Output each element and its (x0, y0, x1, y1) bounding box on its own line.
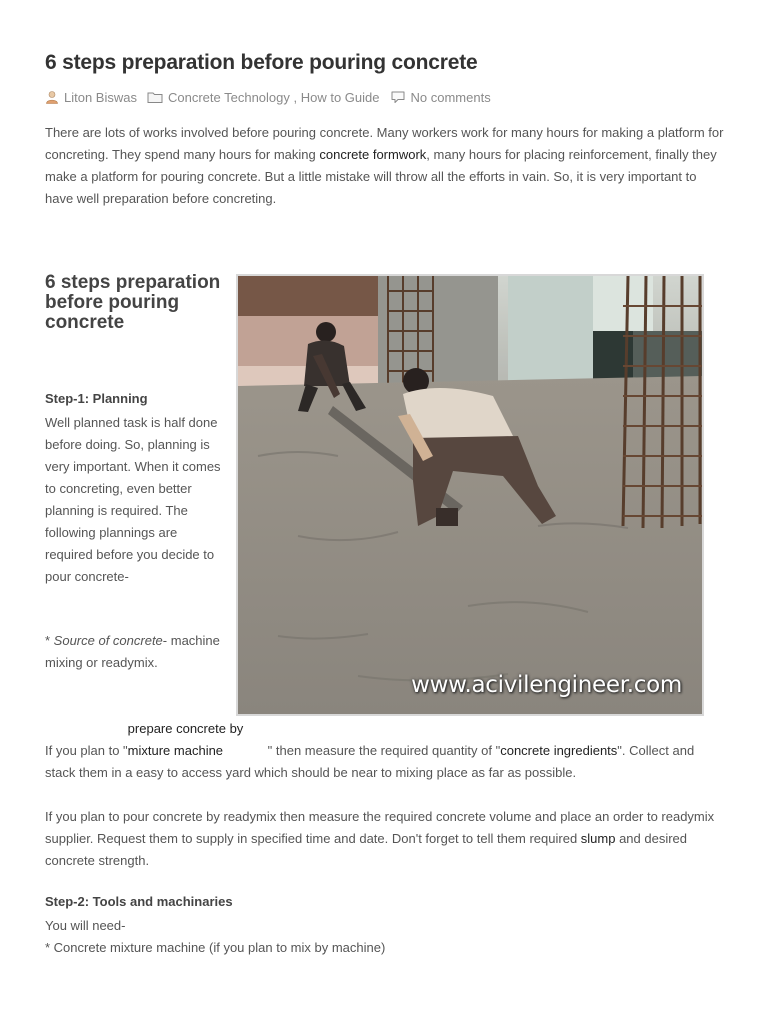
mixer-text-3: ". Collect and stack them in a easy to access yard which should be near to mixing place as far as possible. (45, 743, 695, 780)
step2-line-1: You will need- (45, 918, 126, 933)
step1-heading: Step-1: Planning (45, 391, 148, 406)
category-link-how-to-guide[interactable]: How to Guide (300, 89, 380, 105)
category-separator: , (289, 89, 301, 105)
mixer-paragraph (45, 718, 725, 784)
step2-heading: Step-2: Tools and machinaries (45, 894, 233, 909)
slump-link[interactable]: slump (580, 831, 616, 846)
user-icon (45, 90, 59, 104)
step1-paragraph: Well planned task is half done before doing. So, planning is very important. When it comes to concreting, even better planning is required. The following plannings are required before you decide to pour concrete- (45, 415, 221, 584)
intro-paragraph (45, 122, 725, 210)
mixer-text-1: If you plan to " (45, 743, 128, 758)
bullet-star: * (45, 633, 54, 648)
section-subheading: 6 steps preparation before pouring concrete (45, 272, 221, 333)
mixer-text-2: " then measure the required quantity of " (267, 743, 501, 758)
article-title[interactable]: 6 steps preparation before pouring concrete (45, 51, 478, 74)
intro-text-1: There are lots of works involved before pouring concrete. Many workers work for many hours for making a platform for concreting. They spend many hours for making (45, 125, 724, 162)
concrete-pouring-photo[interactable] (236, 274, 704, 716)
image-watermark: www.acivilengineer.com (411, 672, 682, 698)
comment-bubble-icon (390, 90, 406, 104)
concrete-formwork-link[interactable]: concrete formwork (319, 147, 427, 162)
source-of-concrete-item (45, 630, 225, 674)
step2-paragraph (45, 915, 725, 959)
source-rest: - machine mixing or readymix. (45, 633, 220, 670)
author-link[interactable]: Liton Biswas (64, 89, 137, 105)
readymix-text-1: If you plan to pour concrete by readymix then measure the required concrete volume and place an order to readymix supplier. Request them to supply in specified time and date. Don't forget to tell them required (45, 809, 715, 846)
step2-line-2: * Concrete mixture machine (if you plan to mix by machine) (45, 940, 386, 955)
folder-icon (147, 90, 163, 104)
prepare-concrete-link[interactable]: prepare concrete by mixture machine (127, 721, 244, 758)
concrete-ingredients-link[interactable]: concrete ingredients (500, 743, 618, 758)
source-label: Source of concrete (53, 633, 163, 648)
post-meta (45, 88, 491, 106)
readymix-paragraph (45, 806, 725, 872)
category-link-concrete-technology[interactable]: Concrete Technology (167, 89, 290, 105)
intro-text-2: , many hours for placing reinforcement, finally they make a platform for pouring concrete. But a little mistake will throw all the efforts in vain. So, it is very important to have well preparation before concreting. (45, 147, 717, 206)
readymix-text-2: and desired concrete strength. (45, 831, 688, 868)
comments-link[interactable]: No comments (410, 89, 491, 105)
